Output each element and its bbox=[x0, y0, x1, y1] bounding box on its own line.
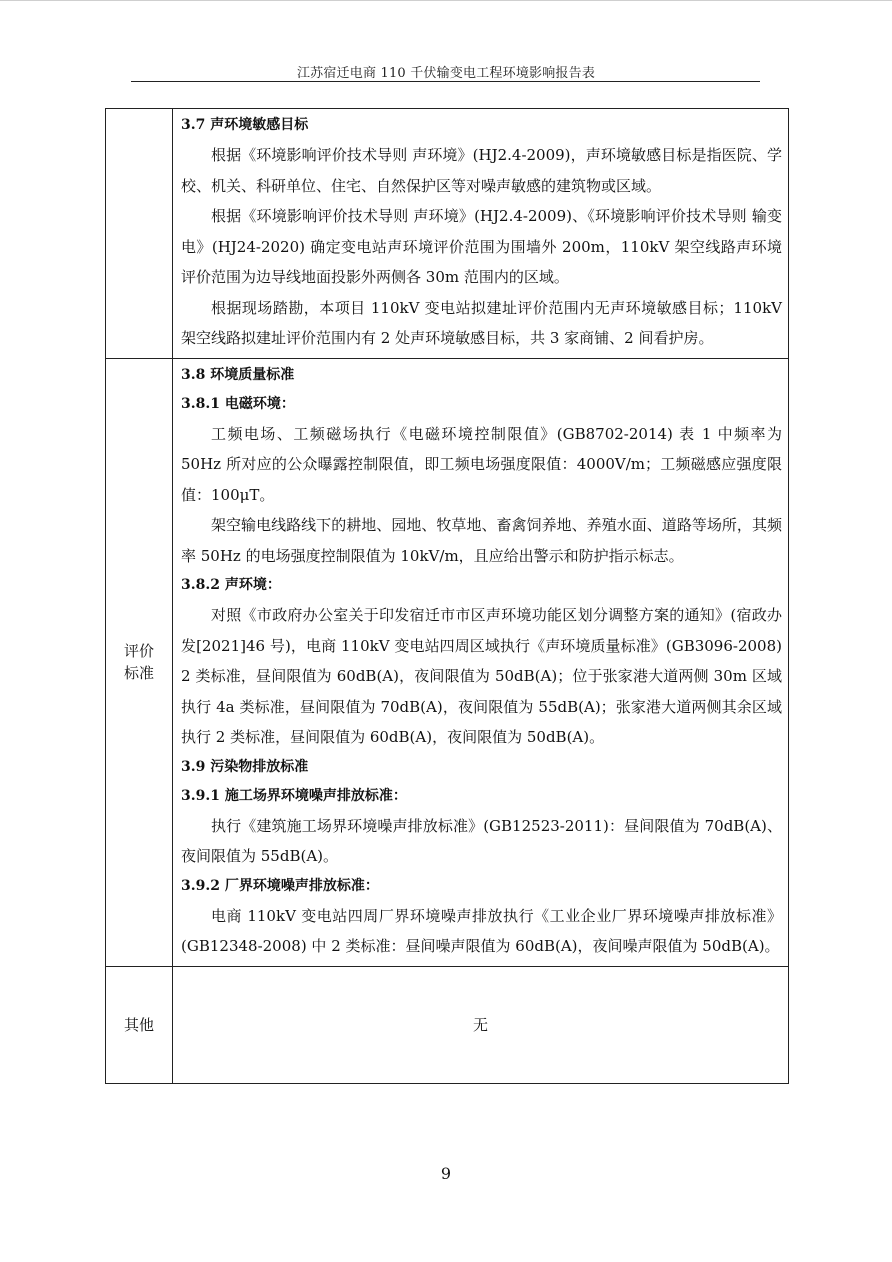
row-noise-sensitive-targets bbox=[106, 109, 789, 359]
section-title-3-8-2: 3.8.2 声环境： bbox=[181, 577, 281, 593]
row-other bbox=[106, 966, 789, 1083]
section-title-3-9-1: 3.9.1 施工场界环境噪声排放标准： bbox=[181, 787, 407, 804]
report-table bbox=[105, 108, 789, 1084]
section-title-3-8: 3.8 环境质量标准 bbox=[181, 366, 295, 383]
section-title-3-7: 3.7 声环境敏感目标 bbox=[181, 117, 309, 133]
paragraph-3-7-3: 根据现场踏勘，本项目 110kV 变电站拟建址评价范围内无声环境敏感目标；110kV 架空线路拟建址评价范围内有 2 处声环境敏感目标，共 3 家商铺、2 间看护房。 bbox=[181, 298, 782, 347]
page-top-border bbox=[0, 0, 892, 1]
label-evaluation-standards bbox=[106, 358, 173, 966]
paragraph-3-8-2-1: 对照《市政府办公室关于印发宿迁市市区声环境功能区划分调整方案的通知》(宿政办发[2021]46 号)，电商 110kV 变电站四周区域执行《声环境质量标准》(GB3096-2008) 2 类标准，昼间限值为 60dB(A)，夜间限值为 50dB(A)；位于张家港大道两侧 30m 区域执行 4a 类标准，昼间限值为 70dB(A)，夜间限值为 55dB(A)；张家港大道两侧其余区域执行 2 类标准，昼间限值为 60dB(A)，夜间限值为 50dB(A)。 bbox=[181, 606, 782, 746]
label-other: 其他 bbox=[106, 966, 173, 1083]
row-evaluation-standards bbox=[106, 358, 789, 966]
label-cell-empty bbox=[106, 109, 173, 359]
section-title-3-9-2: 3.9.2 厂界环境噪声排放标准： bbox=[181, 877, 379, 894]
other-value: 无 bbox=[173, 966, 789, 1083]
page-header-title: 江苏宿迁电商 110 千伏输变电工程环境影响报告表 bbox=[296, 66, 596, 81]
section-title-3-8-1: 3.8.1 电磁环境： bbox=[181, 395, 295, 412]
paragraph-3-8-1-2: 架空输电线路线下的耕地、园地、牧草地、畜禽饲养地、养殖水面、道路等场所，其频率 50Hz 的电场强度控制限值为 10kV/m，且应给出警示和防护指示标志。 bbox=[181, 516, 782, 565]
paragraph-3-7-2: 根据《环境影响评价技术导则 声环境》(HJ2.4-2009)、《环境影响评价技术导则 输变电》(HJ24-2020) 确定变电站声环境评价范围为围墙外 200m，110kV 架空线路声环境评价范围为边导线地面投影外两侧各 30m 范围内的区域。 bbox=[181, 207, 782, 286]
paragraph-3-9-2-1: 电商 110kV 变电站四周厂界环境噪声排放执行《工业企业厂界环境噪声排放标准》(GB12348-2008) 中 2 类标准：昼间噪声限值为 60dB(A)，夜间噪声限值为 50dB(A)。 bbox=[181, 906, 782, 955]
header-rule bbox=[131, 81, 760, 82]
content-cell-standards bbox=[173, 358, 789, 966]
label-evaluation-standards-text: 评价 标准 bbox=[123, 642, 154, 682]
section-title-3-9: 3.9 污染物排放标准 bbox=[181, 758, 309, 775]
page-number: 9 bbox=[440, 1164, 452, 1183]
paragraph-3-7-1: 根据《环境影响评价技术导则 声环境》(HJ2.4-2009)，声环境敏感目标是指医院、学校、机关、科研单位、住宅、自然保护区等对噪声敏感的建筑物或区域。 bbox=[181, 146, 782, 195]
paragraph-3-8-1-1: 工频电场、工频磁场执行《电磁环境控制限值》(GB8702-2014) 表 1 中频率为 50Hz 所对应的公众曝露控制限值，即工频电场强度限值：4000V/m；工频磁感应强度限值：100μT。 bbox=[181, 424, 782, 504]
content-cell-3-7 bbox=[173, 109, 789, 359]
paragraph-3-9-1-1: 执行《建筑施工场界环境噪声排放标准》(GB12523-2011)：昼间限值为 70dB(A)、夜间限值为 55dB(A)。 bbox=[181, 816, 782, 865]
